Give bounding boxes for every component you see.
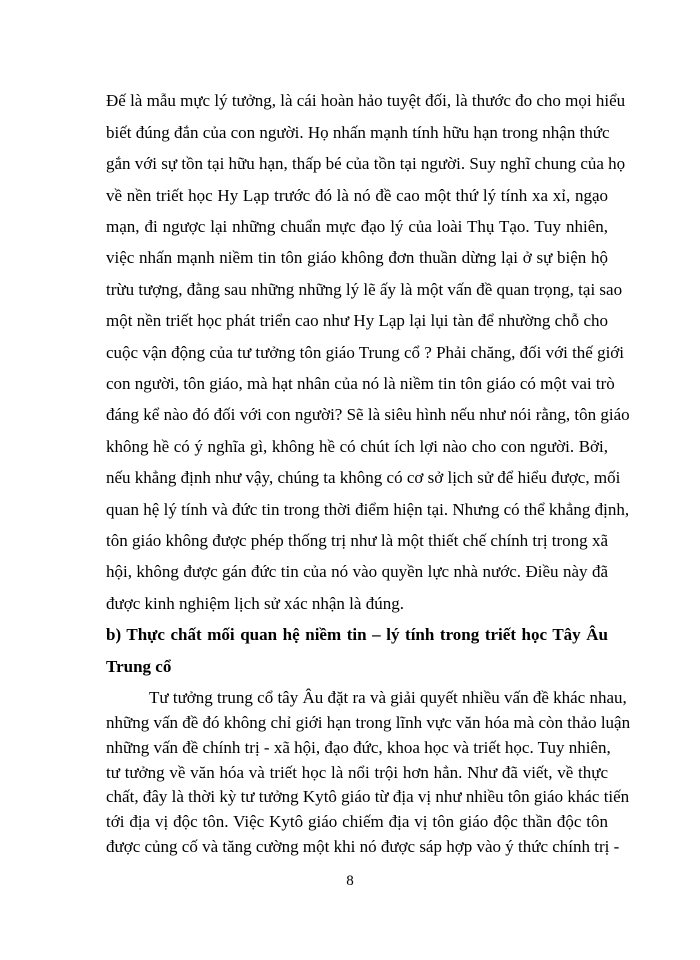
paragraph-1-line-13: nếu khẳng định như vậy, chúng ta không có cơ sở lịch sử để hiểu được, mối	[106, 468, 621, 487]
paragraph-2-line-5: chất, đây là thời kỳ tư tưởng Kytô giáo từ địa vị như nhiều tôn giáo khác tiến	[106, 787, 630, 806]
paragraph-1-line-3: gắn với sự tồn tại hữu hạn, thấp bé của tồn tại người. Suy nghĩ chung của họ	[106, 154, 626, 173]
paragraph-1-line-2: biết đúng đắn của con người. Họ nhấn mạnh tính hữu hạn trong nhận thức	[106, 123, 610, 142]
paragraph-1-line-5: mạn, đi ngược lại những chuẩn mực đạo lý của loài Thụ Tạo. Tuy nhiên,	[106, 217, 608, 236]
paragraph-2-line-2: những vấn đề đó không chỉ giới hạn trong lĩnh vực văn hóa mà còn thảo luận	[106, 713, 631, 732]
paragraph-1-line-6: việc nhấn mạnh niềm tin tôn giáo không đơn thuần dừng lại ở sự biện hộ	[106, 248, 608, 267]
paragraph-1-line-15: tôn giáo không được phép thống trị như là một thiết chế chính trị trong xã	[106, 531, 608, 550]
section-heading-line-2: Trung cổ	[106, 657, 172, 676]
paragraph-1-line-7: trừu tượng, đằng sau những những lý lẽ ấy là một vấn đề quan trọng, tại sao	[106, 280, 623, 299]
page-number: 8	[346, 873, 354, 889]
paragraph-1-line-9: cuộc vận động của tư tưởng tôn giáo Trung cổ ? Phải chăng, đối với thế giới	[106, 343, 625, 362]
paragraph-1-line-1: Đế là mẫu mực lý tưởng, là cái hoàn hảo tuyệt đối, là thước đo cho mọi hiểu	[106, 91, 626, 110]
paragraph-1-line-14: quan hệ lý tính và đức tin trong thời điểm hiện tại. Nhưng có thể khẳng định,	[106, 500, 630, 519]
section-heading-line-1: b) Thực chất mối quan hệ niềm tin – lý tính trong triết học Tây Âu	[106, 625, 608, 644]
paragraph-1-line-11: đáng kể nào đó đối với con người? Sẽ là siêu hình nếu như nói rằng, tôn giáo	[106, 405, 630, 424]
paragraph-1-line-10: con người, tôn giáo, mà hạt nhân của nó là niềm tin tôn giáo có một vai trò	[106, 374, 615, 393]
paragraph-2-line-1: Tư tưởng trung cổ tây Âu đặt ra và giải quyết nhiều vấn đề khác nhau,	[149, 688, 627, 707]
paragraph-1-line-12: không hề có ý nghĩa gì, không hề có chút ích lợi nào cho con người. Bởi,	[106, 437, 608, 456]
paragraph-2-line-7: được củng cố và tăng cường một khi nó được sáp hợp vào ý thức chính trị -	[106, 837, 620, 856]
paragraph-2-line-6: tới địa vị độc tôn. Việc Kytô giáo chiếm địa vị tôn giáo độc thần độc tôn	[106, 812, 608, 831]
paragraph-1-line-4: về nền triết học Hy Lạp trước đó là nó đề cao một thứ lý tính xa xỉ, ngạo	[106, 186, 608, 205]
paragraph-1-line-8: một nền triết học phát triển cao như Hy Lạp lại lụi tàn để nhường chỗ cho	[106, 311, 608, 330]
paragraph-2-line-3: những vấn đề chính trị - xã hội, đạo đức, khoa học và triết học. Tuy nhiên,	[106, 738, 611, 757]
paragraph-1-line-17: được kinh nghiệm lịch sử xác nhận là đúng.	[106, 594, 404, 613]
paragraph-1-line-16: hội, không được gán đức tin của nó vào quyền lực nhà nước. Điều này đã	[106, 562, 608, 581]
paragraph-2-line-4: tư tưởng về văn hóa và triết học là nổi trội hơn hẳn. Như đã viết, về thực	[106, 763, 608, 782]
